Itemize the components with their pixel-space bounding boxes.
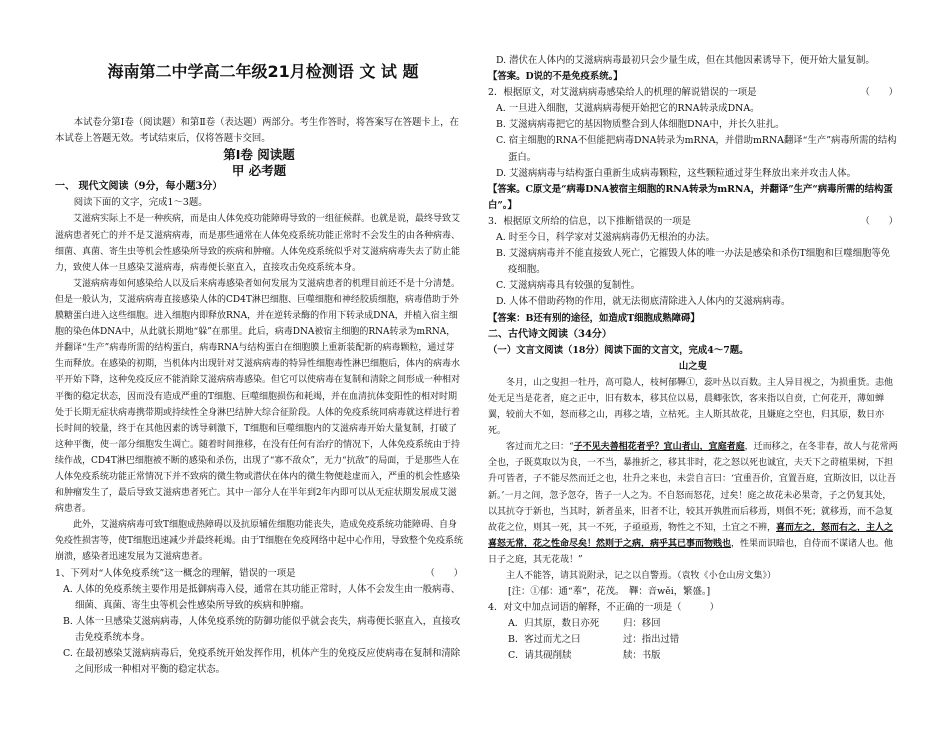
question-1-stem: 1、下列对“人体免疫系统”这一概念的理解，错误的一项是 [55, 567, 296, 579]
q4-option-b [488, 632, 898, 648]
section2-subheading: （一）文言文阅读（18分）阅读下面的文言文，完成4～7题。 [488, 344, 749, 356]
classical-p2-emphasis-1: 子不见夫善相花者乎？宜山者山，宜庭者庭 [573, 442, 745, 453]
q3-option-b: B. 艾滋病病毒并不能直接致人死亡，它摧毁人体的唯一办法是感染和杀伤T细胞和巨噬细胞等免疫细胞。 [496, 248, 891, 276]
classical-p2-mid: ，迁而移之，在冬非春，故人与花常两全也，子既莫取以为良，一不当，暴推折之，移其非时，花之怒以死也诚宜，夫天下之莳植果树，下担升可皆者，子不能尽然而迁之也，壮升之来也，未尝自言曰：‘宜重吾价，宜置吾庭，宜斯汝旧，以让吾新。’一月之间，忽予忽夺，皆子一人之为。不自怒而怒花，过矣！庭之故花未必果奇，子之仍复其处，以其抗夺于新也，当其时，新者虽来，旧者不让，较其开孰胜而后移焉，则俱不死；就移焉，而不急复故花之位，则其一死，其一不死，子亟亟焉，物性之不知，土宜之不辨， [488, 442, 898, 533]
part-heading: 甲 必考题 [231, 163, 287, 179]
question-3-blank: （ ） [860, 215, 898, 227]
q4-option-c-gloss: 牍：书版 [623, 650, 661, 662]
q4-option-a-text: A．归其原，数日亦死 [508, 618, 600, 630]
question-1-blank: （ ） [425, 567, 463, 579]
right-column [488, 53, 898, 665]
classical-p2-pre: 客过而尤之曰：“ [506, 442, 574, 453]
q1-option-d: D. 潜伏在人体内的艾滋病病毒最初只会少量生成，但在其他因素诱导下，便开始大量复制。 [496, 55, 875, 66]
q2-answer: 【答案。C原文是“病毒DNA被宿主细胞的RNA转录为mRNA，并翻译”生产“病毒所需的结构蛋白”。】 [488, 183, 893, 211]
q1-option-a: A. 人体的免疫系统主要作用是抵御病毒入侵，通常在其功能正常时，人体不会发生由一般病毒、细菌、真菌、寄生虫等机会性感染所导致的疾病和肿瘤。 [63, 583, 461, 611]
q4-option-c-text: C．请其砚削牍 [508, 650, 572, 662]
section1-heading: 一、 现代文阅读（9分，每小题3分） [55, 181, 223, 193]
q4-option-a [488, 616, 898, 632]
q2-option-d: D. 艾滋病病毒与结构蛋白重新生成病毒颗粒，这些颗粒通过芽生释放出来并攻击人体。 [496, 167, 857, 179]
annotation-notes: [注：①郁：通“菶”，花茂。 鞸：音wěi，繁盛。] [508, 586, 711, 598]
question-2-stem: 2．根据原文，对艾滋病病毒感染给人的机理的解说错误的一项是 [488, 87, 757, 99]
q3-answer: 【答案：B还有别的途径，如造成T细胞成熟障碍】 [488, 312, 700, 324]
passage-paragraph-1: 艾滋病实际上不是一种疾病，而是由人体免疫功能障碍导致的一组征候群。也就是说，最终导致艾滋病患者死亡的并不是艾滋病病毒，而是那些通常在人体免疫系统功能正常时不会发生的由各种病毒、细菌、真菌、寄生虫等机会性感染所导致的疾病和肿瘤。人体免疫系统似乎对艾滋病病毒失去了防止能力，致使人体一旦感染艾滋病毒，病毒便长驱直入，直接攻击免疫系统本身。 [55, 214, 461, 273]
question-1 [55, 566, 463, 582]
classical-paragraph-1: 冬月，山之叟担一牡丹，高可隐人，枝柯郁鞸①，蕊叶丛以百数。主人异目视之，为损重货。恚他处无足当是花者，庭之正中，旧有数本，移其位以易，晨卿张饮，客来指以自贲，亡何花开，薄如蝉翼，较前大不如，怒而移之山，再移之墙，立枯死。主人斯其故花，且嫌庭之空也，归其原，数日亦死。 [488, 377, 894, 437]
classical-p2-post: ，性果而识暗也，自侍而不谋诸人也。他日子之庭，其无花哉！” [488, 538, 894, 565]
passage-paragraph-3: 此外，艾滋病病毒可致T细胞成热障碍以及抗原辅佐细胞功能丧失，造成免疫系统功能障碍、自身免疫性损害等，使T细胞迅速减少并最终耗竭。由于T细胞在免疫网络中起中心作用，导致整个免疫系统崩溃，感染者迅速发展为艾滋病患者。 [55, 520, 464, 563]
doc-title: 海南第二中学高二年级21月检测语 文 试 题 [107, 62, 419, 81]
q2-option-c: C. 宿主细胞的RNA不但能把病毒DNA转录为mRNA，并借助mRNA翻译“生产”病毒所需的结构蛋白。 [496, 135, 897, 163]
q3-option-c: C. 艾滋病病毒具有较强的复制性。 [496, 280, 641, 292]
classical-paragraph-2 [488, 439, 898, 568]
exam-instructions: 本试卷分第Ⅰ卷（阅读题）和第Ⅱ卷（表达题）两部分。考生作答时，将答案写在答题卡上，在本试卷上答题无效。考试结束后，仅将答题卡交回。 [55, 117, 459, 145]
q4-option-c [488, 648, 898, 664]
q2-option-a: A. 一旦进入细胞，艾滋病病毒便开始把它的RNA转录成DNA。 [496, 103, 760, 115]
classical-paragraph-3: 主人不能答，请其说附录，记之以自警焉。（袁牧《小仓山房文集》） [506, 571, 777, 581]
q4-option-a-gloss: 归：移回 [623, 618, 661, 630]
classical-p2-emphasis-2: 喜而左之，怒而右之，主人之喜怒无常，花之性命尽矣！然则于之病，病乎其已事而物贱也 [488, 522, 894, 549]
volume-heading: 第Ⅰ卷 阅读题 [223, 147, 295, 163]
q3-option-d: D. 人体不借助药物的作用，就无法彻底清除进入人体内的艾滋病病毒。 [496, 296, 791, 308]
question-4-stem: 4．对文中加点词语的解释，不正确的一项是（ ） [488, 602, 719, 614]
q4-option-b-text: B．客过而尤之曰 [508, 634, 581, 646]
passage-paragraph-2: 艾滋病病毒如何感染给人以及后来病毒感染者如何发展为艾滋病患者的机理目前还不是十分清楚。但是一般认为，艾滋病病毒直接感染人体的CD4T淋巴细胞、巨噬细胞和神经胶质细胞，病毒借助于外膜糖蛋白进入这些细胞。进入细胞内即释放RNA，并在逆转录酶的作用下转录成DNA，并植入宿主细胞的染色体DNA中，从此就长期地“躲”在那里。此后，病毒DNA被宿主细胞的RNA转录为mRNA，并翻译“生产”病毒所需的结构蛋白，病毒RNA与结构蛋白在细胞膜上重新装配新的病毒颗粒，通过芽生而释放。在感染的初期，当机体内出现针对艾滋病病毒的特异性细胞毒性淋巴细胞后，体内的病毒水平开始下降，这种免疫反应不能消除艾滋病病毒感染。但它可以使病毒在复制和清除之间形成一种相对平衡的稳定状态，因而没有造成严重的T细胞、巨噬细胞损伤和耗竭，并在血清抗体变阳性的相对时期处于长期无症状病毒携带期或持续性全身淋巴结肿大综合征阶段。人体的免疫系统同病毒就这样进行着长时间的较量，终于在其他因素的诱导刺激下，T细胞和巨噬细胞内的艾滋病毒开始大量复制，打破了这种平衡，使一部分细胞发生凋亡。随着时间推移，在没有任何有治疗的情况下，人体免疫系统由于持续作战，CD4T淋巴细胞被不断的感染和杀伤，出现了“寡不敌众”，无力“抗敌”的局面，于是那些人在人体免疫系统功能正常情况下并不致病的微生物或潜伏在体内的微生物便趁虚而入，严重的机会性感染和肿瘤发生了，最后导致艾滋病患者死亡。其中一部分人在半年到2年内即可以从无症状期发展成艾滋病患者。 [55, 278, 461, 515]
q2-option-b: B. 艾滋病病毒把它的基因物质整合到人体细胞DNA中，并长久驻扎。 [496, 119, 785, 131]
q3-option-a: A. 时至今日，科学家对艾滋病病毒仍无根治的办法。 [496, 232, 715, 244]
section2-heading: 二、古代诗文阅读（34分） [488, 328, 612, 340]
section1-instruction: 阅读下面的文字，完成1～3题。 [73, 197, 208, 209]
q1-option-c: C. 在最初感染艾滋病病毒后，免疫系统开始发挥作用，机体产生的免疫反应使病毒在复制和清除之间形成一种相对平衡的稳定状态。 [63, 648, 461, 676]
q1-answer: 【答案。D说的不是免疫系统。】 [488, 71, 623, 83]
question-2 [488, 85, 898, 101]
question-3 [488, 214, 898, 230]
left-column [55, 64, 463, 678]
q4-option-b-gloss: 过：指出过错 [623, 634, 680, 646]
classical-text-title: 山之叟 [678, 360, 708, 372]
q1-option-b: B. 人体一旦感染艾滋病病毒，人体免疫系统的防御功能似乎就会丧失，病毒便长驱直入，直接攻击免疫系统本身。 [63, 615, 461, 643]
question-3-stem: 3．根据原文所给的信息，以下推断错误的一项是 [488, 215, 691, 227]
question-2-blank: （ ） [860, 87, 898, 99]
